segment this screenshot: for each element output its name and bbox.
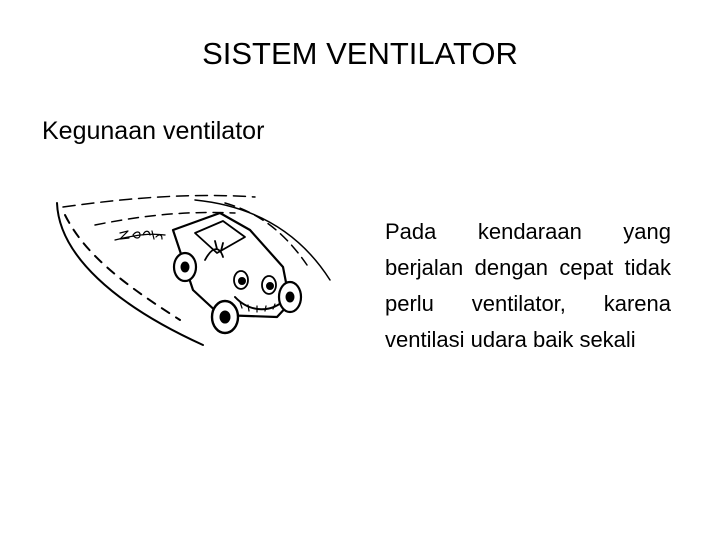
explanation-text: Pada kendaraan yang berjalan dengan cepat tidak perlu ventilator, karena ventilasi udara baik sekali xyxy=(385,219,671,352)
slide-subtitle: Kegunaan ventilator xyxy=(42,117,265,145)
slide-title: SISTEM VENTILATOR xyxy=(202,36,518,71)
speeding-cartoon-car-icon xyxy=(45,185,345,360)
